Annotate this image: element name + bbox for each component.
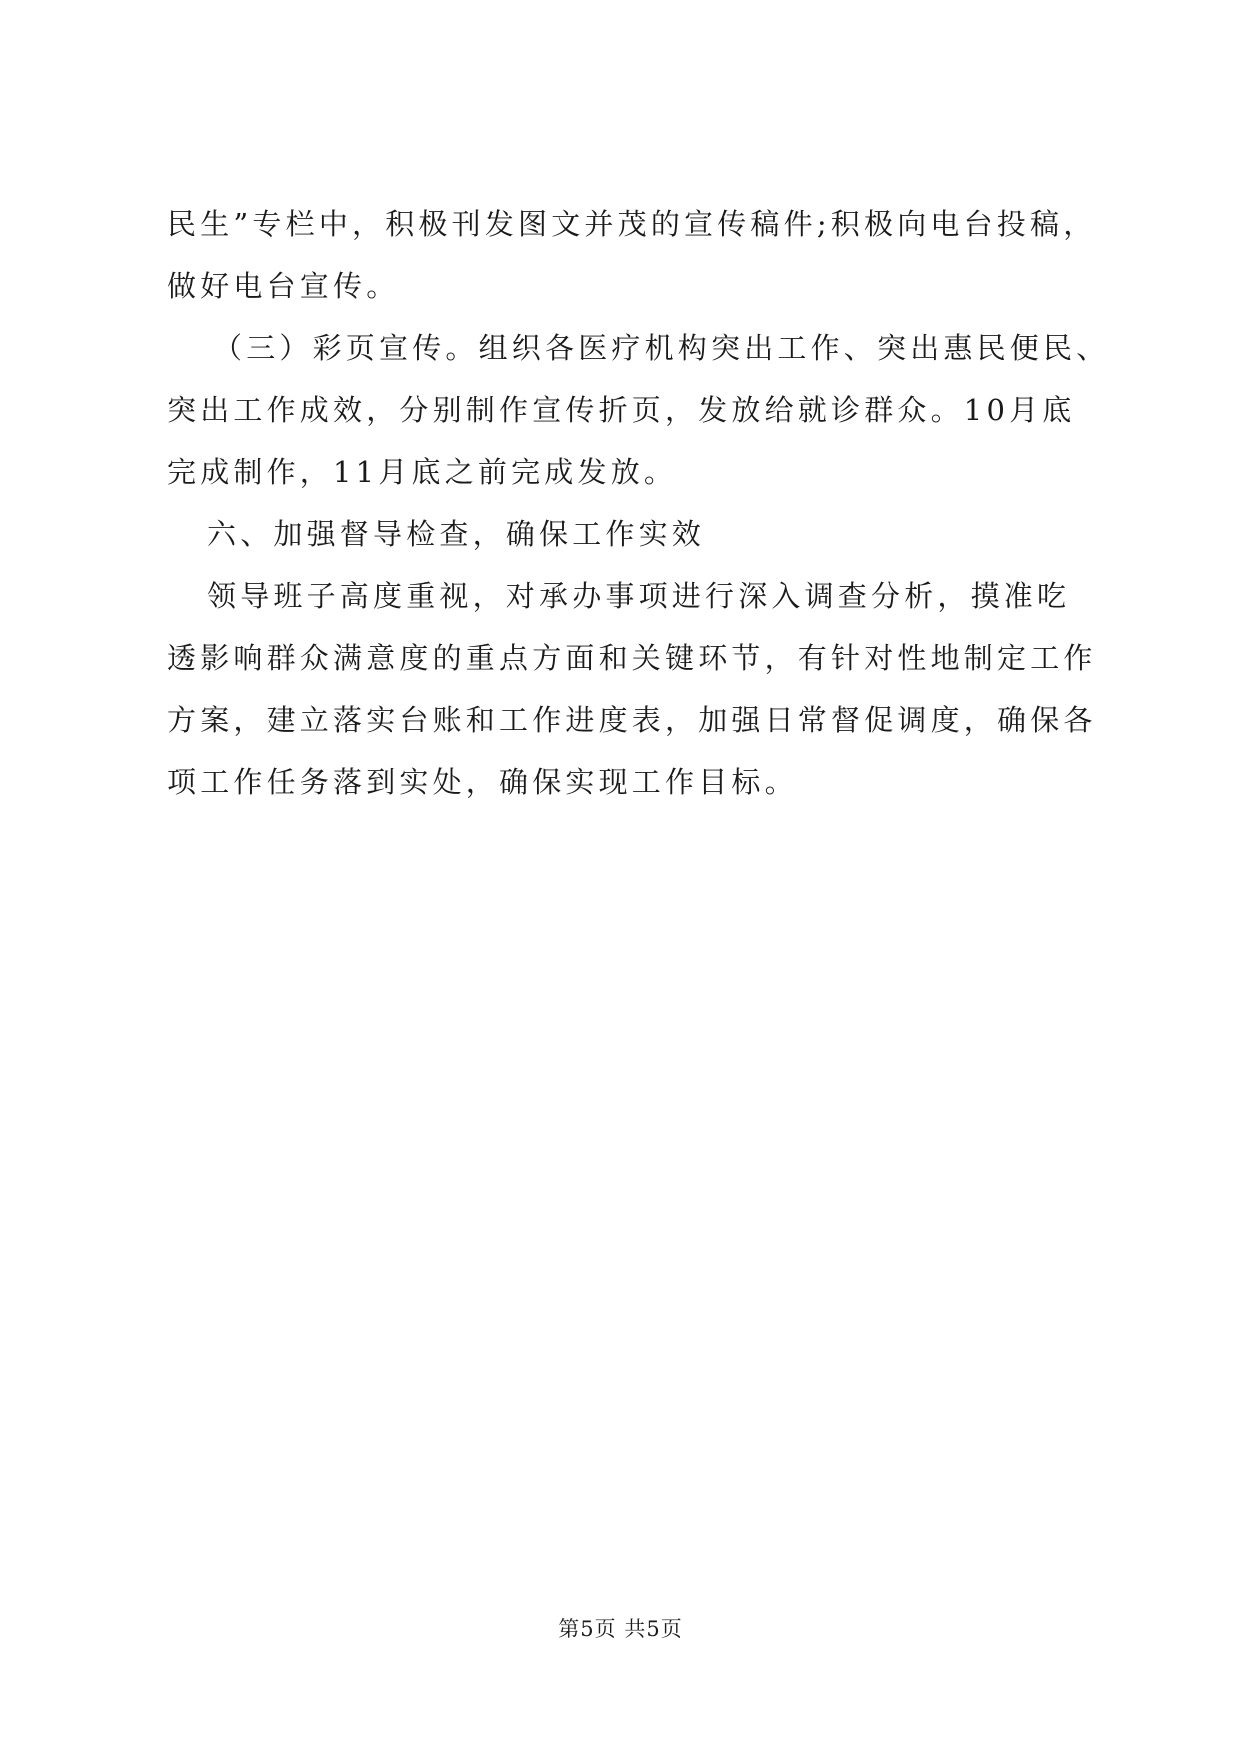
text-line: 完成制作，11月底之前完成发放。 <box>167 455 678 489</box>
section-paragraph-start: （三）彩页宣传。组织各医疗机构突出工作、突出惠民便民、 <box>213 331 1110 365</box>
page-number: 第5页 共5页 <box>558 1617 683 1641</box>
text-line: 透影响群众满意度的重点方面和关键环节，有针对性地制定工作 <box>167 641 1097 675</box>
document-body <box>167 193 1110 813</box>
section-heading: 六、加强督导检查，确保工作实效 <box>207 517 706 551</box>
paragraph-start: 领导班子高度重视，对承办事项进行深入调查分析，摸准吃 <box>207 579 1071 613</box>
page-footer <box>0 1613 1241 1643</box>
text-line: 民生”专栏中，积极刊发图文并茂的宣传稿件;积极向电台投稿， <box>167 207 1097 241</box>
text-line: 方案，建立落实台账和工作进度表，加强日常督促调度，确保各 <box>167 703 1097 737</box>
text-line: 做好电台宣传。 <box>167 269 400 303</box>
text-line: 项工作任务落到实处，确保实现工作目标。 <box>167 765 798 799</box>
text-line: 突出工作成效，分别制作宣传折页，发放给就诊群众。10月底 <box>167 393 1076 427</box>
